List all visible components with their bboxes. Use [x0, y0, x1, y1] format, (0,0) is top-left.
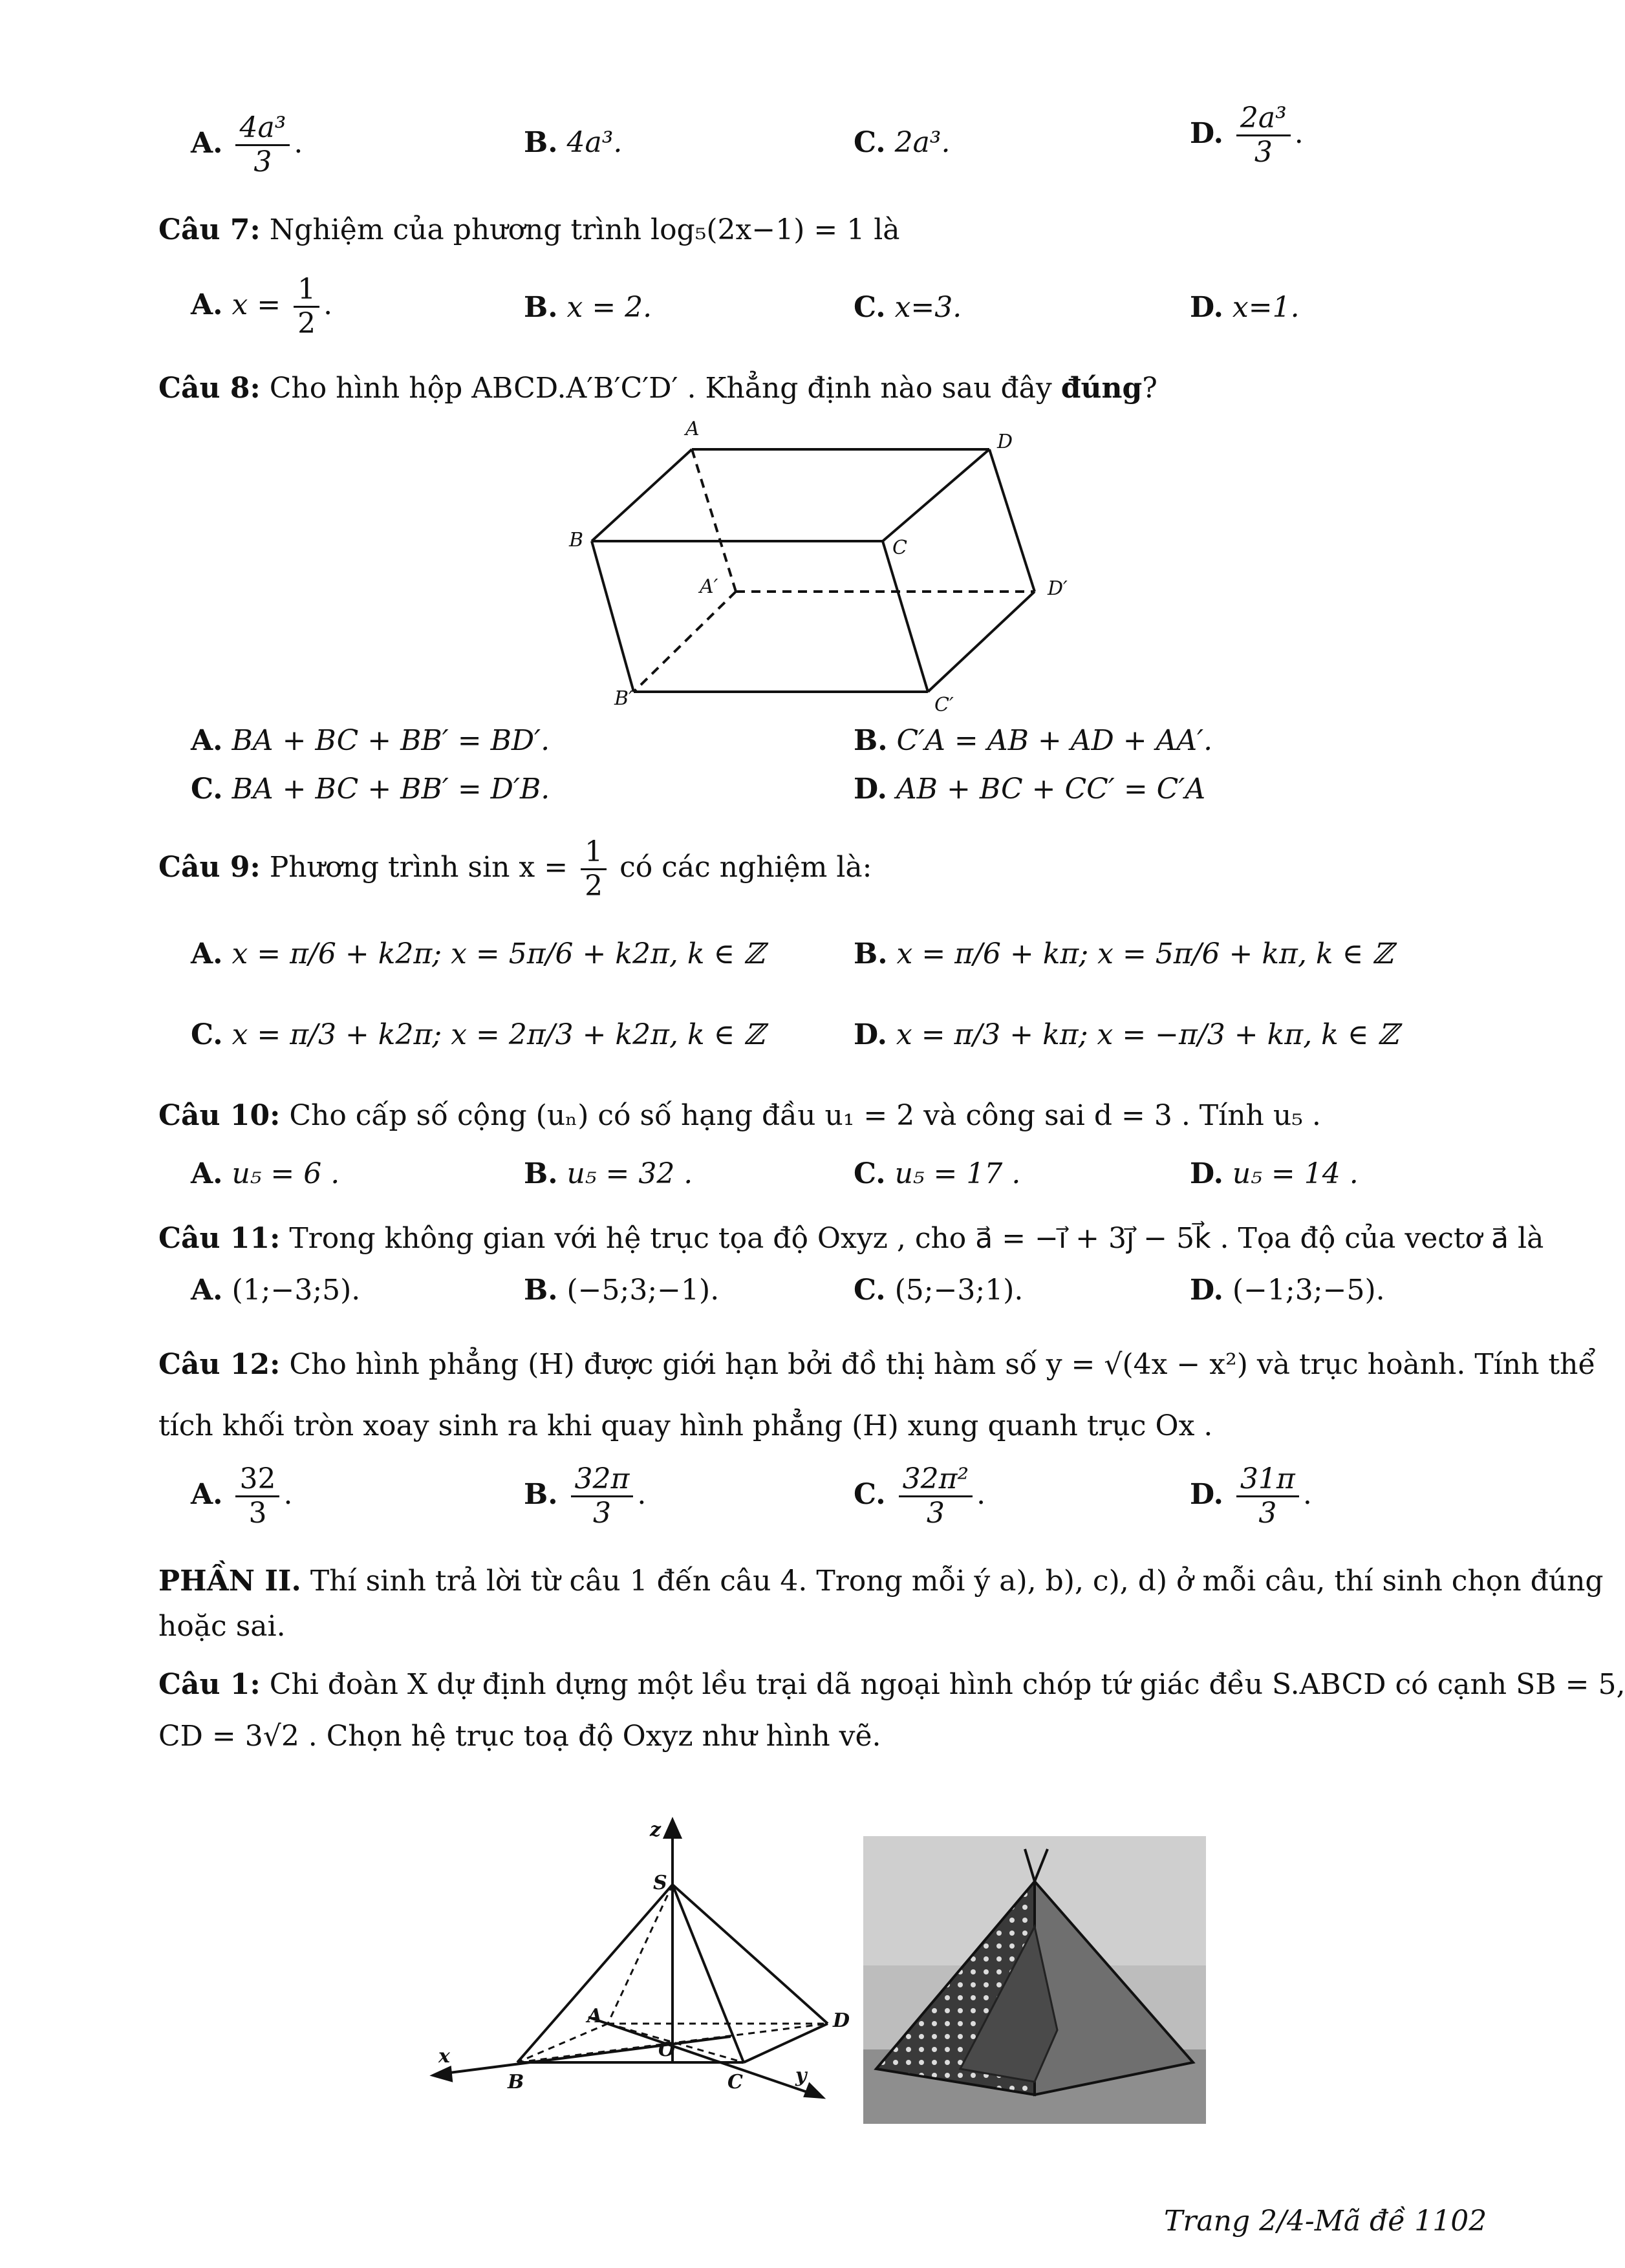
numerator: 31π — [1236, 1464, 1299, 1497]
q10-option-d — [1190, 1157, 1359, 1190]
denominator: 3 — [592, 1497, 611, 1530]
option-text: (−1;3;−5). — [1232, 1274, 1385, 1307]
option-label: A. — [191, 1274, 223, 1307]
edge-AB — [517, 2024, 608, 2062]
option-text: u₅ = 32 . — [566, 1157, 693, 1190]
q9-option-b — [854, 937, 1393, 970]
part2-heading-line2 — [158, 1610, 286, 1643]
denominator: 3 — [1254, 136, 1273, 169]
option-label: B. — [524, 126, 558, 159]
edge-A1B1 — [634, 592, 736, 692]
q9-option-d — [854, 1018, 1399, 1051]
edge-SB — [517, 1885, 676, 2062]
option-label: A. — [191, 937, 223, 970]
question-text: Cho hình phẳng (H) được giới hạn bởi đồ thị hàm số y = √(4x − x²) và trục hoành. Tính thể — [289, 1348, 1596, 1381]
edge-SC — [673, 1885, 744, 2062]
edge-C1D1 — [928, 592, 1035, 692]
edge-CC1 — [883, 541, 928, 692]
edge-AA1 — [692, 449, 736, 592]
option-label: A. — [191, 1478, 223, 1512]
z-axis-arrow — [665, 1820, 680, 1837]
question-text: Nghiệm của phương trình log₅(2x−1) = 1 là — [269, 213, 900, 246]
q6-option-c — [854, 126, 950, 159]
denominator: 3 — [253, 145, 272, 179]
part-instructions-cont: hoặc sai. — [158, 1610, 286, 1643]
axis-label-x: x — [438, 2045, 450, 2068]
numerator: 32π² — [899, 1464, 973, 1497]
q9-option-c — [191, 1018, 764, 1051]
vertex-label-d-prime: D′ — [1048, 577, 1068, 600]
question-text: Trong không gian với hệ trục tọa độ Oxyz , cho a⃗ = −i⃗ + 3j⃗ − 5k⃗ . Tọa độ của vectơ a⃗ là — [289, 1222, 1544, 1255]
q7-option-c — [854, 291, 962, 324]
numerator: 4a³ — [235, 113, 290, 146]
q7-option-d — [1190, 291, 1300, 324]
vertex-label-b-prime: B′ — [614, 687, 633, 710]
q10-option-b — [524, 1157, 693, 1190]
question-text: Chi đoàn X dự định dựng một lều trại dã ngoại hình chóp tứ giác đều S.ABCD có cạnh SB = 5, — [269, 1668, 1625, 1701]
option-text: u₅ = 6 . — [231, 1157, 340, 1190]
vertex-label-a: A — [587, 2005, 603, 2027]
q8-stem — [158, 372, 1157, 405]
q9-option-a — [191, 937, 764, 970]
x-axis-arrow — [433, 2068, 451, 2081]
option-label: A. — [191, 1157, 223, 1190]
option-text: (−5;3;−1). — [566, 1274, 720, 1307]
q11-option-b — [524, 1274, 719, 1307]
option-text: x = π/6 + kπ; x = 5π/6 + kπ, k ∈ ℤ — [896, 937, 1394, 970]
option-label: A. — [191, 724, 223, 757]
q10-stem — [158, 1099, 1321, 1132]
numerator: 1 — [581, 837, 607, 870]
origin-label-o: O — [658, 2038, 676, 2061]
q12-stem-line2 — [158, 1409, 1212, 1442]
option-label: B. — [524, 1157, 558, 1190]
q12-option-a: A. $\frac{32}{3}$ . — [191, 1462, 293, 1530]
vertex-label-a-prime: A′ — [700, 575, 718, 598]
question-label: Câu 9: — [158, 851, 261, 884]
question-label: Câu 10: — [158, 1099, 281, 1132]
part2-heading-line1 — [158, 1565, 1604, 1598]
question-text: Cho cấp số cộng (uₙ) có số hạng đầu u₁ = 2 và công sai d = 3 . Tính u₅ . — [289, 1099, 1321, 1132]
option-label: D. — [1190, 1274, 1223, 1307]
q8-option-c — [191, 773, 550, 806]
option-label: C. — [854, 1157, 886, 1190]
option-label: B. — [854, 724, 888, 757]
option-label: D. — [1190, 1157, 1223, 1190]
q12-stem-line1 — [158, 1348, 1596, 1381]
q8-option-a — [191, 724, 550, 757]
axis-label-y: y — [795, 2064, 807, 2087]
q7-option-b — [524, 291, 652, 324]
numerator: 2a³ — [1236, 103, 1291, 136]
question-label: Câu 8: — [158, 372, 261, 405]
option-text: x = 2. — [566, 291, 652, 324]
numerator: 32π — [571, 1464, 634, 1497]
q6-option-a: A. $\frac{\text{4a³}}{3}$ . — [191, 111, 303, 179]
vertex-label-c: C — [892, 537, 907, 559]
option-label: C. — [854, 1478, 886, 1512]
vertex-label-c-prime: C′ — [934, 694, 954, 716]
option-label: C. — [854, 291, 886, 324]
option-text: (1;−3;5). — [231, 1274, 361, 1307]
vertex-label-d: D — [833, 2009, 850, 2032]
vertex-label-d: D — [997, 431, 1013, 453]
tent-photo — [863, 1836, 1206, 2124]
denominator: 3 — [1258, 1497, 1277, 1530]
fraction — [235, 113, 290, 177]
fraction — [899, 1464, 973, 1528]
y-axis-arrow — [805, 2084, 823, 2097]
option-label: B. — [524, 1478, 558, 1512]
q11-option-d — [1190, 1274, 1385, 1307]
axis-label-z: z — [650, 1819, 662, 1841]
question-punct: ? — [1142, 372, 1157, 405]
option-label: D. — [854, 1018, 887, 1051]
edge-SA — [608, 1885, 673, 2024]
vertex-label-b: B — [569, 529, 584, 551]
edge-AB — [592, 449, 692, 541]
q12-option-d: D. $\frac{31\pi}{3}$ . — [1190, 1462, 1312, 1530]
option-label: D. — [1190, 291, 1223, 324]
q10-option-a — [191, 1157, 339, 1190]
option-label: D. — [1190, 117, 1223, 151]
option-text: x=3. — [894, 291, 962, 324]
part-instructions: Thí sinh trả lời từ câu 1 đến câu 4. Trong mỗi ý a), b), c), d) ở mỗi câu, thí sinh chọn đúng — [310, 1565, 1604, 1598]
q10-option-c — [854, 1157, 1020, 1190]
option-label: B. — [854, 937, 888, 970]
q9-stem — [158, 837, 872, 901]
option-label: D. — [1190, 1478, 1223, 1512]
option-label: C. — [191, 773, 223, 806]
denominator: 3 — [248, 1497, 267, 1530]
question-label: Câu 1: — [158, 1668, 261, 1701]
page-footer: Trang 2/4-Mã đề 1102 — [1164, 2205, 1487, 2238]
option-label: C. — [854, 126, 886, 159]
option-text: x = π/3 + k2π; x = 2π/3 + k2π, k ∈ ℤ — [231, 1018, 765, 1051]
edge-DC — [883, 449, 989, 541]
vertex-label-s: S — [653, 1872, 667, 1894]
x-axis — [440, 2037, 731, 2074]
question-label: Câu 11: — [158, 1222, 281, 1255]
y-axis — [588, 2017, 815, 2095]
option-text: (5;−3;1). — [894, 1274, 1024, 1307]
pyramid-axes-figure — [427, 1817, 850, 2101]
vertex-label-c: C — [727, 2071, 743, 2093]
fraction — [571, 1464, 634, 1528]
option-text: u₅ = 17 . — [894, 1157, 1021, 1190]
denominator: 2 — [297, 307, 316, 341]
fraction — [1236, 103, 1291, 167]
q6-option-d: D. $\frac{\text{2a³}}{3}$ . — [1190, 102, 1304, 169]
option-label: C. — [191, 1018, 223, 1051]
question-text: CD = 3√2 . Chọn hệ trục toạ độ Oxyz như hình vẽ. — [158, 1720, 881, 1753]
numerator: 32 — [235, 1464, 279, 1497]
option-text: 2a³. — [894, 126, 951, 159]
question-emphasis: đúng — [1060, 372, 1143, 405]
question-text: Phương trình sin x = — [269, 851, 568, 884]
option-text: 4a³. — [566, 126, 623, 159]
fraction — [1236, 1464, 1299, 1528]
option-label: B. — [524, 1274, 558, 1307]
edge-SD — [673, 1885, 828, 2024]
q12-option-c: C. $\frac{\text{32π²}}{3}$ . — [854, 1462, 986, 1530]
q11-option-c — [854, 1274, 1023, 1307]
q12-option-b: B. $\frac{32\pi}{3}$ . — [524, 1462, 647, 1530]
option-label: D. — [854, 773, 887, 806]
question-label: Câu 12: — [158, 1348, 281, 1381]
q7-option-a: A. x = $\frac{1}{2}$ . — [191, 273, 333, 341]
q11-stem — [158, 1222, 1544, 1255]
q11-option-a — [191, 1274, 360, 1307]
vertex-label-a: A — [685, 418, 700, 440]
option-label: C. — [854, 1274, 886, 1307]
q6-option-b — [524, 126, 622, 159]
p2q1-stem-line1 — [158, 1668, 1625, 1701]
fraction — [294, 275, 319, 339]
option-text: x = π/3 + kπ; x = −π/3 + kπ, k ∈ ℤ — [896, 1018, 1399, 1051]
question-label: Câu 7: — [158, 213, 261, 246]
q8-parallelepiped-figure — [556, 417, 1086, 714]
option-label: A. — [191, 288, 223, 322]
option-text: BA + BC + BB′ = D′B. — [231, 773, 550, 806]
edge-DD1 — [989, 449, 1035, 592]
vertex-label-b: B — [508, 2071, 524, 2093]
question-text-end: có các nghiệm là: — [619, 851, 872, 884]
option-text: x=1. — [1232, 291, 1300, 324]
option-label: B. — [524, 291, 558, 324]
q7-stem — [158, 213, 900, 246]
q8-option-b — [854, 724, 1212, 757]
fraction — [581, 837, 607, 901]
part-label: PHẦN II. — [158, 1565, 301, 1598]
option-label: A. — [191, 127, 223, 160]
option-text: x = — [231, 288, 281, 322]
option-text: AB + BC + CC′ = C′A — [896, 773, 1206, 806]
denominator: 2 — [585, 870, 603, 903]
q8-option-d — [854, 773, 1205, 806]
option-text: x = π/6 + k2π; x = 5π/6 + k2π, k ∈ ℤ — [231, 937, 765, 970]
question-text: Cho hình hộp ABCD.A′B′C′D′ . Khẳng định nào sau đây — [269, 372, 1052, 405]
option-text: u₅ = 14 . — [1232, 1157, 1359, 1190]
edge-BB1 — [592, 541, 634, 692]
question-text: tích khối tròn xoay sinh ra khi quay hình phẳng (H) xung quanh trục Ox . — [158, 1409, 1213, 1442]
numerator: 1 — [294, 275, 319, 308]
fraction — [235, 1464, 279, 1528]
option-text: C′A = AB + AD + AA′. — [896, 724, 1213, 757]
p2q1-stem-line2 — [158, 1720, 881, 1753]
option-text: BA + BC + BB′ = BD′. — [231, 724, 550, 757]
denominator: 3 — [926, 1497, 945, 1530]
